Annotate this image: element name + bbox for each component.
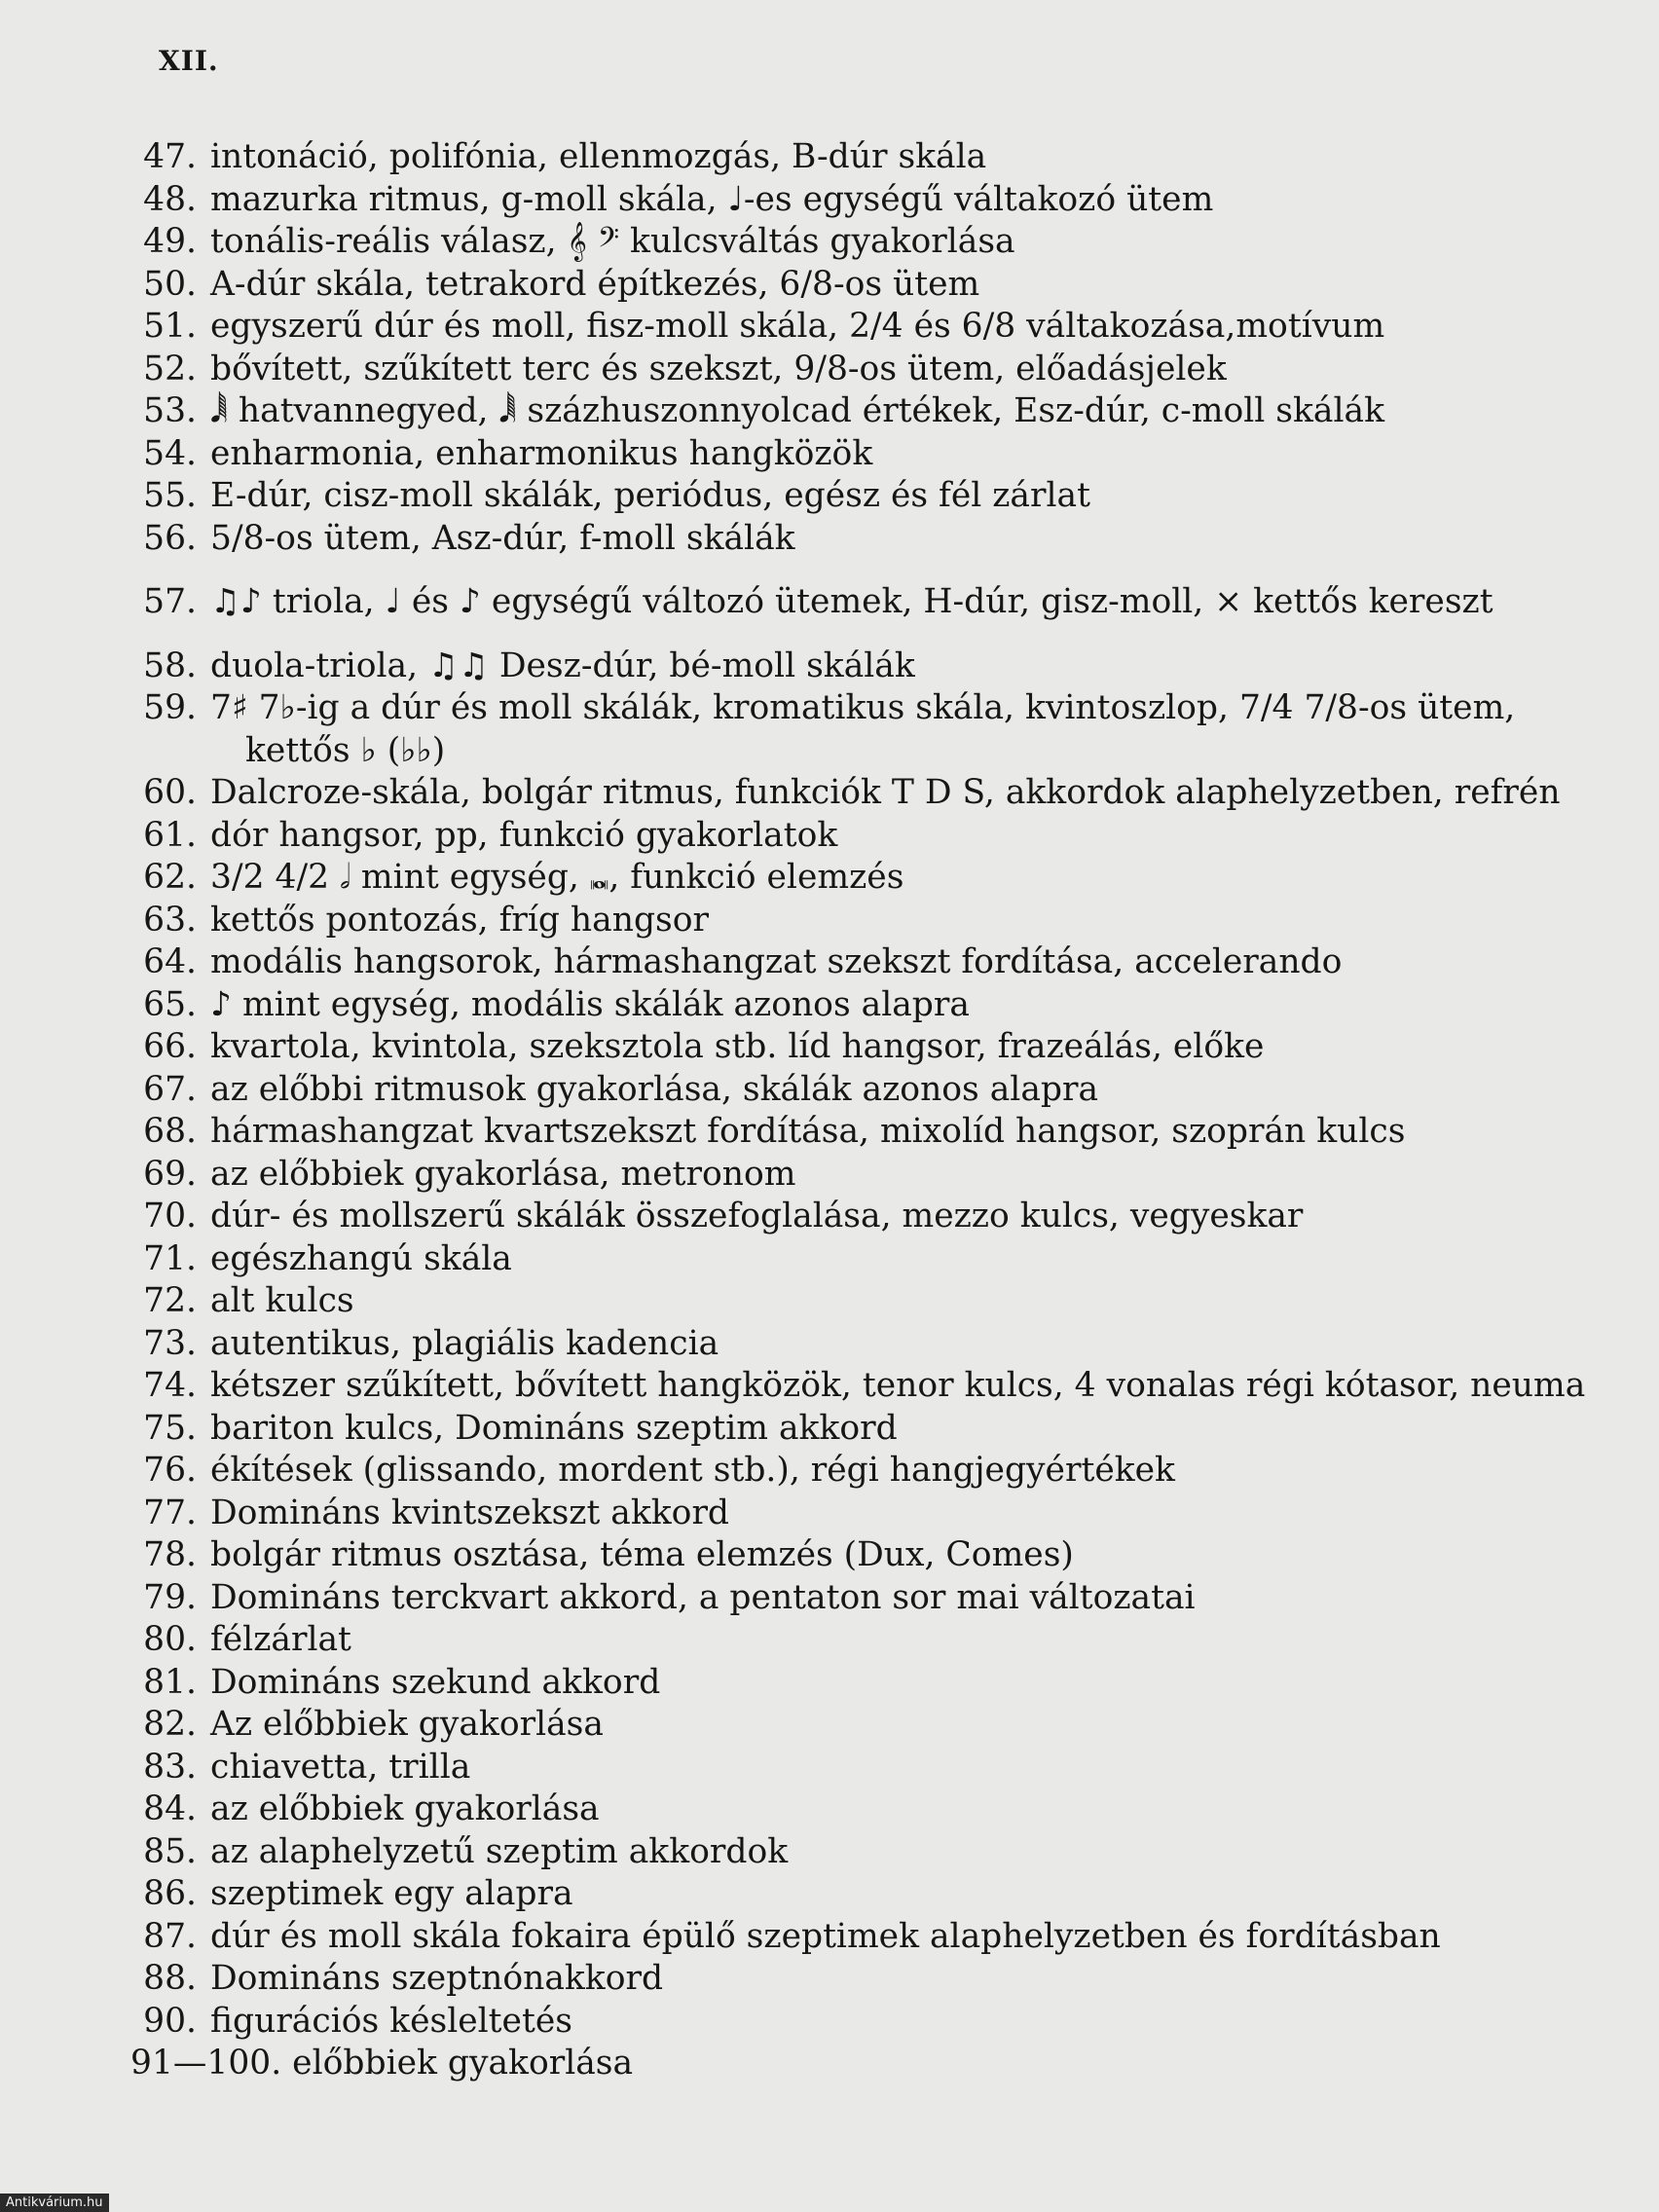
list-item [130, 1747, 1610, 1789]
entry-number: 58. [143, 645, 197, 685]
entry-number: 56. [143, 518, 197, 558]
entry-number: 52. [143, 349, 197, 388]
list-item [130, 1534, 1610, 1577]
page-number: XII. [159, 45, 219, 77]
entry-number: 88. [143, 1959, 197, 1998]
list-item [130, 1788, 1610, 1831]
list-item [130, 1831, 1610, 1874]
list-item [130, 1873, 1610, 1916]
entry-text: tonális-reális válasz, 𝄞 𝄢 kulcsváltás gyakorlása [210, 222, 1015, 261]
list-item [130, 1154, 1610, 1197]
list-item [130, 772, 1610, 815]
entry-number: 60. [143, 773, 197, 812]
entry-number: 50. [143, 264, 197, 304]
entry-number: 78. [143, 1535, 197, 1574]
entry-text: modális hangsorok, hármashangzat szekszt fordítása, accelerando [210, 942, 1343, 981]
list-item [130, 136, 1610, 179]
entry-number: 75. [143, 1408, 197, 1448]
entry-number: 85. [143, 1831, 197, 1871]
list-item [130, 900, 1610, 942]
list-item [130, 1069, 1610, 1112]
list-item [130, 1026, 1610, 1069]
list-item [130, 1238, 1610, 1281]
list-item [130, 433, 1610, 476]
entry-number: 47. [143, 137, 197, 176]
entry-number: 51. [143, 307, 197, 346]
list-item [130, 306, 1610, 349]
entry-text: dór hangsor, pp, funkció gyakorlatok [210, 815, 838, 855]
list-item [130, 390, 1610, 433]
entry-text: A-dúr skála, tetrakord építkezés, 6/8-os ütem [210, 264, 980, 304]
list-item [130, 1662, 1610, 1705]
watermark: Antikvárium.hu [0, 2194, 109, 2212]
list-item [130, 1958, 1610, 2001]
entry-text: 91—100. előbbiek gyakorlása [130, 2044, 634, 2083]
entry-text: 3/2 4/2 𝅗𝅥 mint egység, 𝅜, funkció elemzés [210, 858, 904, 897]
list-item [130, 1916, 1610, 1959]
entry-text: kvartola, kvintola, szeksztola stb. líd hangsor, frazeálás, előke [210, 1027, 1265, 1066]
entry-text: mazurka ritmus, g-moll skála, ♩-es egységű váltakozó ütem [210, 179, 1214, 219]
entry-number: 73. [143, 1323, 197, 1363]
list-item [130, 815, 1610, 858]
entry-text: bővített, szűkített terc és szekszt, 9/8-os ütem, előadásjelek [210, 349, 1227, 388]
entry-text: Domináns szeptnónakkord [210, 1959, 664, 1998]
entry-number: 64. [143, 942, 197, 981]
entry-text: bolgár ritmus osztása, téma elemzés (Dux, Comes) [210, 1535, 1074, 1574]
list-item [130, 857, 1610, 900]
list-item [130, 1704, 1610, 1747]
entry-text: figurációs késleltetés [210, 2001, 572, 2041]
entry-number: 82. [143, 1705, 197, 1744]
entry-text: chiavetta, trilla [210, 1747, 471, 1787]
entry-number: 68. [143, 1112, 197, 1151]
entry-number: 65. [143, 984, 197, 1024]
entry-text: kettős ♭ (♭♭) [245, 730, 446, 770]
list-item [130, 941, 1610, 984]
list-item [130, 1408, 1610, 1451]
entry-number: 87. [143, 1916, 197, 1956]
entry-text: Domináns szekund akkord [210, 1662, 661, 1702]
list-item [130, 1280, 1610, 1323]
list-item-continuation [130, 730, 1610, 773]
entry-text: kétszer szűkített, bővített hangközök, tenor kulcs, 4 vonalas régi kótasor, neuma [210, 1366, 1586, 1405]
entry-text: ♪ mint egység, modális skálák azonos alapra [210, 984, 970, 1024]
entry-text: kettős pontozás, fríg hangsor [210, 900, 709, 940]
entry-number: 66. [143, 1027, 197, 1066]
list-item [130, 687, 1610, 730]
entry-number: 80. [143, 1620, 197, 1659]
entry-number: 59. [143, 688, 197, 727]
entry-text: az előbbi ritmusok gyakorlása, skálák azonos alapra [210, 1069, 1099, 1109]
entry-number [130, 730, 197, 773]
entry-number: 69. [143, 1154, 197, 1194]
entry-text: ékítések (glissando, mordent stb.), régi hangjegyértékek [210, 1451, 1175, 1490]
entry-text: szeptimek egy alapra [210, 1874, 573, 1913]
list-item [130, 1450, 1610, 1493]
entry-text: alt kulcs [210, 1281, 354, 1320]
list-item [130, 349, 1610, 391]
entry-number: 55. [143, 476, 197, 515]
entry-text: Dalcroze-skála, bolgár ritmus, funkciók T D S, akkordok alaphelyzetben, refrén [210, 773, 1561, 812]
entry-text: Domináns terckvart akkord, a pentaton sor mai változatai [210, 1577, 1196, 1617]
entry-number: 57. [143, 582, 197, 621]
entry-number: 83. [143, 1747, 197, 1787]
entry-text: bariton kulcs, Domináns szeptim akkord [210, 1408, 898, 1448]
entry-number: 62. [143, 858, 197, 897]
entry-text: ♫♪ triola, ♩ és ♪ egységű változó ütemek, H-dúr, gisz-moll, × kettős kereszt [210, 582, 1493, 621]
list-item [130, 1196, 1610, 1238]
entry-text: az előbbiek gyakorlása [210, 1789, 600, 1828]
entry-number: 76. [143, 1451, 197, 1490]
entry-text: enharmonia, enharmonikus hangközök [210, 433, 873, 473]
list-item [130, 1365, 1610, 1408]
entry-number: 67. [143, 1069, 197, 1109]
entry-number: 48. [143, 179, 197, 219]
entry-number: 72. [143, 1281, 197, 1320]
entry-number: 90. [143, 2001, 197, 2041]
entry-number: 86. [143, 1874, 197, 1913]
list-item [130, 2001, 1610, 2044]
list-item [130, 645, 1610, 688]
entry-number: 53. [143, 391, 197, 430]
list-item [130, 1323, 1610, 1366]
entry-text: duola-triola, ♫♫ Desz-dúr, bé-moll skálák [210, 645, 915, 685]
entry-text: Domináns kvintszekszt akkord [210, 1493, 730, 1532]
list-item [130, 581, 1610, 624]
entry-number: 74. [143, 1366, 197, 1405]
entry-number: 81. [143, 1662, 197, 1702]
list-item [130, 1577, 1610, 1620]
list-item [130, 1111, 1610, 1154]
entry-number: 70. [143, 1197, 197, 1235]
list-item [130, 221, 1610, 264]
list-item [130, 518, 1610, 561]
entry-text: Az előbbiek gyakorlása [210, 1705, 604, 1744]
entry-number: 49. [143, 222, 197, 261]
entry-text: dúr és moll skála fokaira épülő szeptimek alaphelyzetben és fordításban [210, 1916, 1441, 1956]
list-item [130, 984, 1610, 1027]
entry-number: 79. [143, 1577, 197, 1617]
list-item [130, 179, 1610, 222]
contents-list [130, 136, 1610, 2085]
entry-number: 63. [143, 900, 197, 940]
entry-number: 84. [143, 1789, 197, 1828]
entry-text: autentikus, plagiális kadencia [210, 1323, 719, 1363]
entry-text: dúr- és mollszerű skálák összefoglalása, mezzo kulcs, vegyeskar [210, 1197, 1304, 1235]
list-item-range [130, 2043, 1610, 2085]
entry-text: egyszerű dúr és moll, fisz-moll skála, 2/4 és 6/8 váltakozása,motívum [210, 307, 1385, 346]
list-item [130, 1619, 1610, 1662]
entry-text: intonáció, polifónia, ellenmozgás, B-dúr skála [210, 137, 987, 176]
entry-text: félzárlat [210, 1620, 351, 1659]
entry-text: 7♯ 7♭-ig a dúr és moll skálák, kromatikus skála, kvintoszlop, 7/4 7/8-os ütem, [210, 688, 1516, 727]
entry-number: 54. [143, 433, 197, 473]
entry-text: az előbbiek gyakorlása, metronom [210, 1154, 796, 1194]
entry-text: E-dúr, cisz-moll skálák, periódus, egész és fél zárlat [210, 476, 1090, 515]
entry-number: 77. [143, 1493, 197, 1532]
entry-number: 61. [143, 815, 197, 855]
entry-number: 71. [143, 1238, 197, 1278]
list-item [130, 475, 1610, 518]
entry-text: 𝅘𝅥𝅲 hatvannegyed, 𝅘𝅥𝅲 százhuszonnyolcad értékek, Esz-dúr, c-moll skálák [210, 391, 1384, 430]
list-item [130, 264, 1610, 307]
list-item [130, 1493, 1610, 1535]
entry-text: hármashangzat kvartszekszt fordítása, mixolíd hangsor, szoprán kulcs [210, 1112, 1406, 1151]
entry-text: egészhangú skála [210, 1238, 512, 1278]
entry-text: 5/8-os ütem, Asz-dúr, f-moll skálák [210, 518, 795, 558]
entry-text: az alaphelyzetű szeptim akkordok [210, 1831, 789, 1871]
